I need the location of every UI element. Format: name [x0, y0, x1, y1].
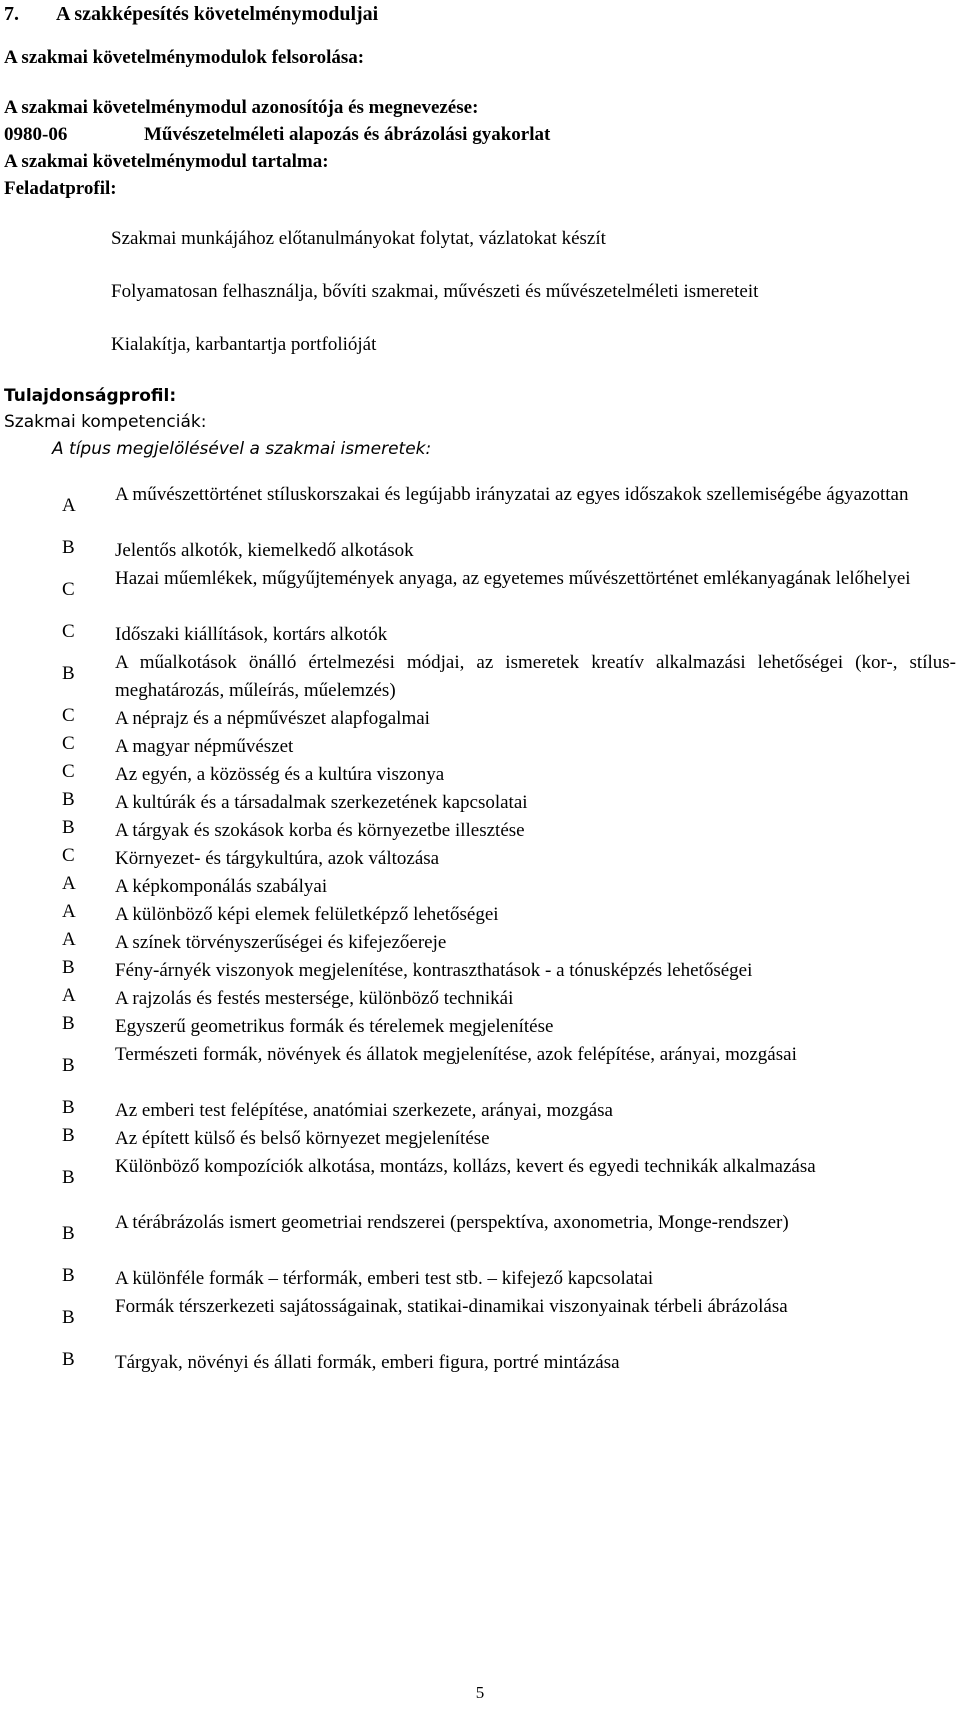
competency-row	[4, 1041, 956, 1097]
competency-type: B	[62, 817, 75, 838]
competency-text: A magyar népművészet	[115, 736, 294, 757]
module-id-line	[4, 124, 550, 146]
competency-type: C	[62, 705, 75, 726]
competency-type: A	[62, 901, 76, 922]
task-profile-item: Kialakítja, karbantartja portfolióját	[111, 334, 377, 355]
competency-row	[4, 733, 956, 761]
competency-type: C	[62, 621, 75, 642]
competency-row	[4, 1125, 956, 1153]
competency-type: B	[62, 789, 75, 810]
competency-row	[4, 621, 956, 649]
task-profile-item: Szakmai munkájához előtanulmányokat folytat, vázlatokat készít	[111, 228, 606, 249]
competency-text: Hazai műemlékek, műgyűjtemények anyaga, az egyetemes művészettörténet emlékanyagának lelőhelyei	[115, 568, 911, 589]
competency-text: Fény-árnyék viszonyok megjelenítése, kontraszthatások - a tónusképzés lehetőségei	[115, 960, 753, 981]
competency-row	[4, 1097, 956, 1125]
competency-type: C	[62, 761, 75, 782]
competency-type: B	[62, 1307, 75, 1328]
competency-row	[4, 649, 956, 705]
competency-row	[4, 929, 956, 957]
competency-row	[4, 845, 956, 873]
page-number: 5	[475, 1683, 485, 1702]
competency-type: B	[62, 1223, 75, 1244]
competency-type: A	[62, 873, 76, 894]
competency-text: Különböző kompozíciók alkotása, montázs, kollázs, kevert és egyedi technikák alkalmazása	[115, 1156, 816, 1177]
competency-type: B	[62, 1125, 75, 1146]
competency-text: A különböző képi elemek felületképző lehetőségei	[115, 904, 499, 925]
competency-row	[4, 957, 956, 985]
competency-type: B	[62, 1265, 75, 1286]
competency-text: A néprajz és a népművészet alapfogalmai	[115, 708, 430, 729]
competency-text: Környezet- és tárgykultúra, azok változása	[115, 848, 440, 869]
competency-row	[4, 1293, 956, 1349]
competency-row	[4, 1209, 956, 1265]
competency-type: B	[62, 1055, 75, 1076]
competency-row	[4, 565, 956, 621]
competency-text: Formák térszerkezeti sajátosságainak, statikai-dinamikai viszonyainak térbeli ábrázolása	[115, 1296, 788, 1317]
chapter-number: 7.	[4, 3, 19, 25]
property-profile-heading: Tulajdonságprofil:	[4, 386, 177, 406]
competency-text: Az emberi test felépítése, anatómiai szerkezete, arányai, mozgása	[115, 1100, 613, 1121]
competency-row	[4, 817, 956, 845]
modules-list-heading: A szakmai követelménymodulok felsorolása:	[4, 47, 365, 68]
type-caption: A típus megjelölésével a szakmai ismeretek:	[52, 439, 432, 459]
competency-text: Jelentős alkotók, kiemelkedő alkotások	[115, 540, 414, 561]
competency-text: A képkomponálás szabályai	[115, 876, 328, 897]
competency-type: B	[62, 957, 75, 978]
competency-row	[4, 761, 956, 789]
module-id-heading: A szakmai követelménymodul azonosítója és megnevezése:	[4, 97, 479, 118]
competency-type: B	[62, 1349, 75, 1370]
content-heading: A szakmai követelménymodul tartalma:	[4, 151, 329, 172]
competency-type: B	[62, 1097, 75, 1118]
competency-type: A	[62, 495, 76, 516]
chapter-title: A szakképesítés követelménymoduljai	[56, 3, 379, 25]
competency-text: Az egyén, a közösség és a kultúra viszonya	[115, 764, 445, 785]
competency-type: B	[62, 663, 75, 684]
competency-row	[4, 1153, 956, 1209]
competency-text: A különféle formák – térformák, emberi test stb. – kifejező kapcsolatai	[115, 1268, 654, 1289]
competency-text: A tárgyak és szokások korba és környezetbe illesztése	[115, 820, 525, 841]
task-profile-item: Folyamatosan felhasználja, bővíti szakmai, művészeti és művészetelméleti ismereteit	[111, 281, 759, 302]
competency-text: A színek törvényszerűségei és kifejezőereje	[115, 932, 447, 953]
competency-type: C	[62, 845, 75, 866]
competency-row	[4, 985, 956, 1013]
competency-text: A műalkotások önálló értelmezési módjai, az ismeretek kreatív alkalmazási lehetőségei (kor-, stílus-meghatározás, műleírás, műelemzés)	[115, 652, 956, 701]
competency-row	[4, 789, 956, 817]
competency-text: Tárgyak, növényi és állati formák, emberi figura, portré mintázása	[115, 1352, 620, 1373]
competency-type: C	[62, 733, 75, 754]
competency-type: A	[62, 929, 76, 950]
competency-type: B	[62, 537, 75, 558]
task-profile-heading: Feladatprofil:	[4, 178, 117, 199]
competency-row	[4, 1265, 956, 1293]
competency-text: Természeti formák, növények és állatok megjelenítése, azok felépítése, arányai, mozgásai	[115, 1044, 797, 1065]
competencies-subheading: Szakmai kompetenciák:	[4, 412, 207, 432]
competency-type: C	[62, 579, 75, 600]
competency-text: Időszaki kiállítások, kortárs alkotók	[115, 624, 388, 645]
competency-text: A térábrázolás ismert geometriai rendszerei (perspektíva, axonometria, Monge-rendszer)	[115, 1212, 789, 1233]
competency-text: Egyszerű geometrikus formák és térelemek megjelenítése	[115, 1016, 554, 1037]
chapter-heading	[4, 3, 378, 26]
competency-row	[4, 481, 956, 537]
competency-text: A művészettörténet stíluskorszakai és legújabb irányzatai az egyes időszakok szellemiségébe ágyazottan	[115, 484, 909, 505]
competency-type: B	[62, 1167, 75, 1188]
competency-type: B	[62, 1013, 75, 1034]
module-name: Művészetelméleti alapozás és ábrázolási gyakorlat	[144, 124, 551, 145]
competency-row	[4, 537, 956, 565]
competency-text: A kultúrák és a társadalmak szerkezetének kapcsolatai	[115, 792, 528, 813]
competency-row	[4, 705, 956, 733]
competency-text: A rajzolás és festés mestersége, különböző technikái	[115, 988, 514, 1009]
competency-row	[4, 1349, 956, 1377]
competency-row	[4, 873, 956, 901]
competency-row	[4, 901, 956, 929]
competency-row	[4, 1013, 956, 1041]
module-code: 0980-06	[4, 124, 68, 145]
competency-text: Az épített külső és belső környezet megjelenítése	[115, 1128, 490, 1149]
competency-type: A	[62, 985, 76, 1006]
